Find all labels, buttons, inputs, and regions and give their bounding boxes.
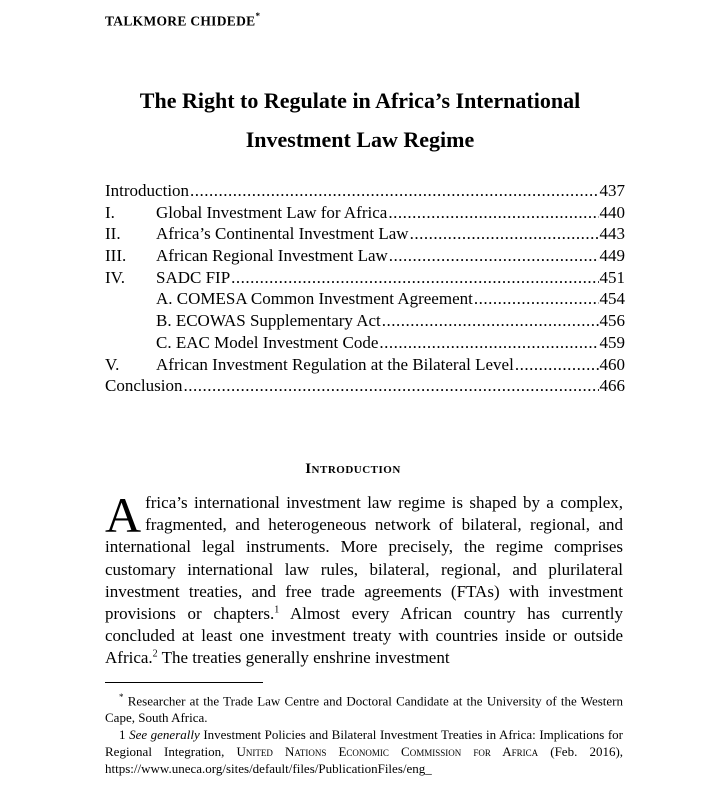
toc-entry [105,180,625,202]
toc-row[interactable] [105,310,625,332]
body-text-part-3: The treaties generally enshrine investment [157,648,450,668]
toc-row[interactable] [105,267,625,289]
toc-entry [156,267,625,289]
author-header [105,12,260,30]
toc-page-number: 459 [599,332,625,352]
footnote-1-org: United Nations Economic Commission for Africa [236,744,539,760]
toc-page-number: 440 [599,202,625,222]
toc-page-number: 456 [599,311,625,331]
toc-label: A. COMESA Common Investment Agreement [156,289,473,309]
toc-entry [105,375,625,397]
toc-entry [156,223,625,245]
toc-leader-dots [382,310,599,332]
toc-label: Africa’s Continental Investment Law [156,224,409,244]
toc-page-number: 460 [599,354,625,374]
table-of-contents [105,180,625,397]
toc-label: Conclusion [105,376,183,396]
body-text-part-2: Almost every African country has currently concluded at least one investment treaty with countries inside or outside Africa. [105,604,623,668]
footnote-1-text: Investment Policies and Bilateral Investment Treaties in Africa: Implications for Regional Integration, [105,727,624,760]
toc-number: III. [105,246,127,266]
toc-number: II. [105,224,121,244]
article-title-line-2: Investment Law Regime [245,127,475,152]
toc-page-number: 437 [599,181,625,200]
footnote-author [105,689,623,726]
toc-row[interactable] [105,245,625,267]
toc-label: B. ECOWAS Supplementary Act [156,311,381,331]
toc-leader-dots [474,288,599,310]
toc-row[interactable] [105,354,625,376]
toc-row[interactable] [105,288,625,310]
toc-row[interactable] [105,180,625,202]
toc-leader-dots [379,332,598,354]
footnote-ref-2[interactable]: 2 [152,648,158,660]
toc-number: V. [105,354,120,374]
footnote-1-number: 1 [119,727,126,743]
toc-entry [156,310,625,332]
toc-page-number: 466 [599,376,625,396]
toc-leader-dots [183,375,598,397]
toc-page-number: 451 [599,267,625,287]
toc-entry [156,354,625,376]
toc-row[interactable] [105,223,625,245]
footnote-divider [105,682,263,683]
footnote-1-signal: See generally [129,727,200,743]
author-name: TALKMORE CHIDEDE [105,13,256,29]
toc-label: Introduction [105,181,190,200]
author-footnote-mark[interactable]: * [255,11,261,21]
toc-label: African Regional Investment Law [156,246,388,266]
toc-leader-dots [389,245,599,267]
toc-leader-dots [515,354,599,376]
toc-label: African Investment Regulation at the Bilateral Level [156,354,514,374]
article-title-line-1: The Right to Regulate in Africa’s International [139,88,581,113]
toc-entry [156,245,625,267]
toc-leader-dots [410,223,599,245]
footnote-ref-1[interactable]: 1 [274,604,280,616]
toc-entry [156,202,625,224]
toc-number: I. [105,202,115,222]
toc-label: C. EAC Model Investment Code [156,332,379,352]
toc-entry [156,288,625,310]
footnote-1-tail[interactable]: (Feb. 2016), https://www.uneca.org/sites/default/files/PublicationFiles/eng_ [105,744,624,777]
toc-page-number: 443 [599,224,625,244]
toc-row[interactable] [105,375,625,397]
section-heading-introduction: Introduction [305,461,401,477]
footnote-star-text: Researcher at the Trade Law Centre and Doctoral Candidate at the University of the Western Cape, South Africa. [105,693,623,726]
toc-leader-dots [388,202,598,224]
toc-row[interactable] [105,202,625,224]
toc-page-number: 449 [599,246,625,266]
footnote-star-mark: * [119,692,124,702]
toc-label: Global Investment Law for Africa [156,202,388,222]
toc-leader-dots [190,180,598,202]
body-text-part-1: frica’s international investment law regime is shaped by a complex, fragmented, and heterogeneous network of bilateral, regional, and international legal instruments. More precisely, the regime comprises customary international law rules, bilateral, regional, and plurilateral investment treaties, and free trade agreements (FTAs) with investment provisions or chapters. [105,493,623,624]
body-paragraph [105,487,623,670]
toc-entry [156,332,625,354]
toc-number: IV. [105,267,125,287]
footnote-1 [105,726,623,777]
toc-leader-dots [231,267,598,289]
toc-row[interactable] [105,332,625,354]
toc-page-number: 454 [599,289,625,309]
toc-label: SADC FIP [156,267,231,287]
drop-cap: A [105,487,142,543]
footnotes [105,689,623,777]
